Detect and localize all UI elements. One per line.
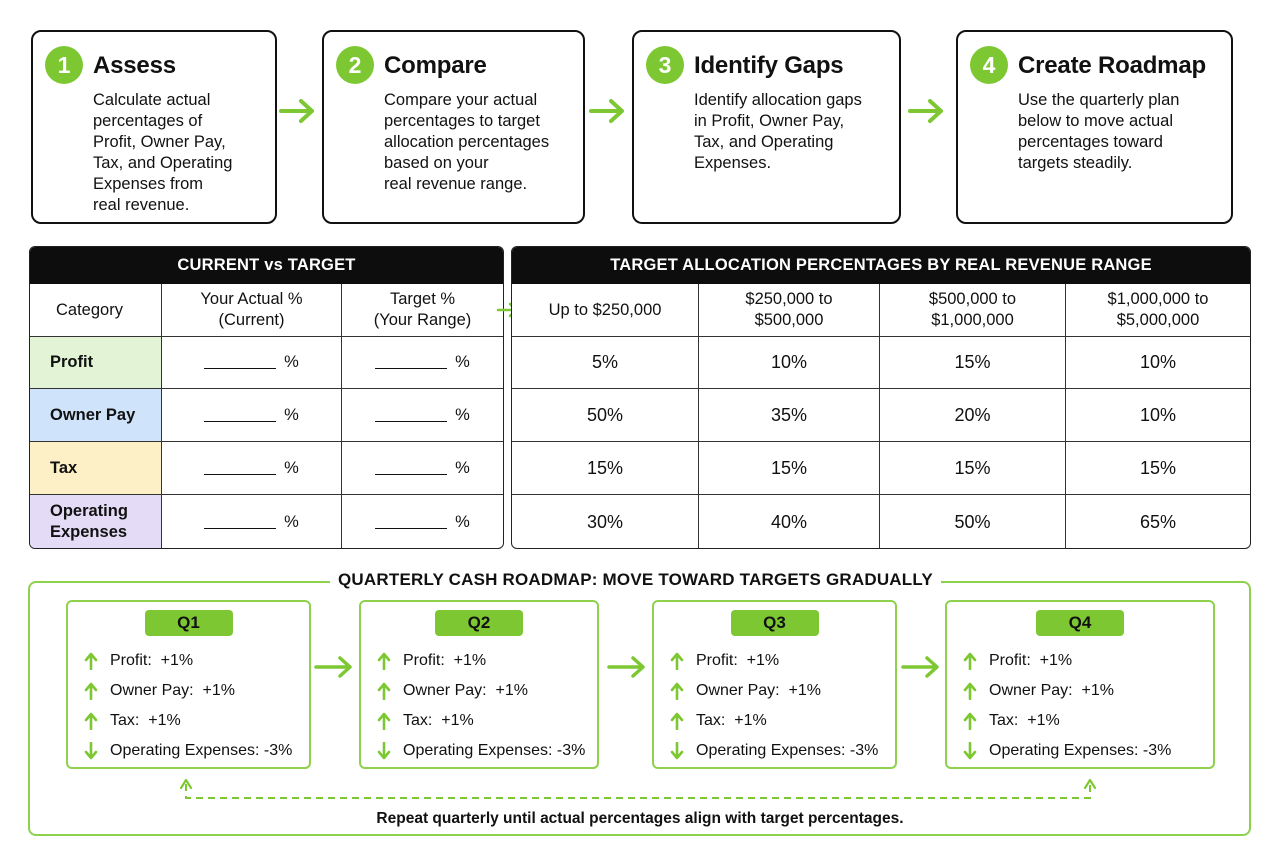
roadmap-item xyxy=(377,646,585,676)
step-description: Calculate actual percentages of Profit, Owner Pay, Tax, and Operating Expenses from real revenue. xyxy=(93,91,233,214)
roadmap-item-text: Tax: +1% xyxy=(989,712,1060,729)
target-value-cell: 15% xyxy=(699,442,880,495)
quarter-badge: Q3 xyxy=(731,610,819,636)
roadmap-item-text: Tax: +1% xyxy=(110,712,181,729)
target-allocation-table xyxy=(511,246,1251,549)
step-number-badge: 4 xyxy=(970,46,1008,84)
column-header-range: Up to $250,000 xyxy=(512,284,699,337)
target-value-cell: 50% xyxy=(512,389,699,442)
roadmap-item-text: Owner Pay: +1% xyxy=(403,682,528,699)
roadmap-item-text: Owner Pay: +1% xyxy=(989,682,1114,699)
target-value-cell: 20% xyxy=(880,389,1066,442)
arrow-up-icon xyxy=(963,652,989,670)
quarter-card-q3 xyxy=(652,600,897,769)
arrow-up-icon xyxy=(377,682,403,700)
target-value-cell: 15% xyxy=(880,337,1066,389)
target-value-cell: 15% xyxy=(512,442,699,495)
arrow-up-icon xyxy=(377,712,403,730)
row-label-owner-pay: Owner Pay xyxy=(30,389,162,442)
arrow-right-icon xyxy=(278,96,318,126)
table-title: TARGET ALLOCATION PERCENTAGES BY REAL REVENUE RANGE xyxy=(512,247,1250,284)
target-value-cell: 15% xyxy=(1066,442,1250,495)
step-title: Create Roadmap xyxy=(1018,52,1206,79)
target-value-cell: 35% xyxy=(699,389,880,442)
actual-percent-blank[interactable]: % xyxy=(162,495,342,549)
roadmap-item-text: Profit: +1% xyxy=(989,652,1073,669)
roadmap-item xyxy=(670,646,878,676)
arrow-up-icon xyxy=(963,712,989,730)
quarter-badge: Q4 xyxy=(1036,610,1124,636)
arrow-down-icon xyxy=(84,742,110,760)
quarter-badge: Q2 xyxy=(435,610,523,636)
roadmap-item xyxy=(670,736,878,766)
arrow-right-icon xyxy=(588,96,628,126)
roadmap-item-text: Operating Expenses: -3% xyxy=(989,742,1172,759)
target-value-cell: 65% xyxy=(1139,511,1177,532)
row-label-operating-expenses: Operating Expenses xyxy=(30,495,162,549)
roadmap-title: QUARTERLY CASH ROADMAP: MOVE TOWARD TARGETS GRADUALLY xyxy=(330,570,941,590)
actual-percent-blank[interactable]: % xyxy=(162,389,342,442)
roadmap-item-text: Tax: +1% xyxy=(403,712,474,729)
roadmap-item xyxy=(84,736,292,766)
roadmap-item-text: Owner Pay: +1% xyxy=(696,682,821,699)
quarter-badge: Q1 xyxy=(145,610,233,636)
column-header-range: $1,000,000 to $5,000,000 xyxy=(1066,284,1250,337)
arrow-right-icon xyxy=(606,654,648,680)
column-header-target: Target % (Your Range) xyxy=(342,284,503,337)
arrow-up-icon xyxy=(377,652,403,670)
repeat-loop-arrow xyxy=(180,778,1100,806)
roadmap-item-text: Profit: +1% xyxy=(696,652,780,669)
roadmap-item xyxy=(963,736,1171,766)
arrow-up-icon xyxy=(670,682,696,700)
arrow-right-icon xyxy=(313,654,355,680)
column-header-actual: Your Actual % (Current) xyxy=(162,284,342,337)
arrow-down-icon xyxy=(377,742,403,760)
roadmap-item xyxy=(84,646,292,676)
quarter-card-q4 xyxy=(945,600,1215,769)
roadmap-item xyxy=(963,646,1171,676)
roadmap-item-text: Operating Expenses: -3% xyxy=(403,742,586,759)
target-value-cell: 15% xyxy=(880,442,1066,495)
step-title: Identify Gaps xyxy=(694,52,844,79)
arrow-up-icon xyxy=(963,682,989,700)
roadmap-item xyxy=(84,676,292,706)
arrow-up-icon xyxy=(84,712,110,730)
roadmap-item-text: Operating Expenses: -3% xyxy=(696,742,879,759)
target-percent-blank[interactable]: % xyxy=(342,495,503,549)
step-title: Assess xyxy=(93,52,176,79)
row-label-profit: Profit xyxy=(30,337,162,389)
target-value-cell: 40% xyxy=(699,495,880,549)
step-description: Use the quarterly plan below to move actual percentages toward targets steadily. xyxy=(1018,91,1180,172)
roadmap-item xyxy=(670,706,878,736)
target-value-cell: 50% xyxy=(880,495,1066,549)
arrow-down-icon xyxy=(670,742,696,760)
target-percent-blank[interactable]: % xyxy=(342,337,503,389)
roadmap-item-text: Profit: +1% xyxy=(403,652,487,669)
column-header-category: Category xyxy=(30,284,162,337)
target-value-cell: 10% xyxy=(1066,389,1250,442)
step-description: Compare your actual percentages to target allocation percentages based on your real revenue range. xyxy=(384,91,550,193)
arrow-up-icon xyxy=(84,682,110,700)
roadmap-item-text: Profit: +1% xyxy=(110,652,194,669)
actual-percent-blank[interactable]: % xyxy=(162,442,342,495)
roadmap-item xyxy=(377,676,585,706)
arrow-up-icon xyxy=(84,652,110,670)
target-value-cell: 10% xyxy=(1066,337,1250,389)
step-card-assess xyxy=(31,30,277,224)
arrow-right-icon xyxy=(907,96,947,126)
column-header-range: $500,000 to $1,000,000 xyxy=(880,284,1066,337)
current-vs-target-table xyxy=(29,246,504,549)
roadmap-item xyxy=(377,736,585,766)
actual-percent-blank[interactable]: % xyxy=(162,337,342,389)
step-title: Compare xyxy=(384,52,487,79)
row-label-tax: Tax xyxy=(30,442,162,495)
roadmap-item-text: Operating Expenses: -3% xyxy=(110,742,293,759)
step-card-identify-gaps xyxy=(632,30,901,224)
arrow-up-icon xyxy=(670,652,696,670)
roadmap-note: Repeat quarterly until actual percentages align with target percentages. xyxy=(376,810,904,827)
roadmap-item-text: Tax: +1% xyxy=(696,712,767,729)
step-card-create-roadmap xyxy=(956,30,1233,224)
step-description: Identify allocation gaps in Profit, Owner Pay, Tax, and Operating Expenses. xyxy=(694,91,862,172)
column-header-range: $250,000 to $500,000 xyxy=(699,284,880,337)
table-title: CURRENT vs TARGET xyxy=(30,247,503,284)
arrow-down-icon xyxy=(963,742,989,760)
target-value-cell: 5% xyxy=(512,337,699,389)
step-number-badge: 2 xyxy=(336,46,374,84)
quarter-card-q2 xyxy=(359,600,599,769)
arrow-up-icon xyxy=(670,712,696,730)
quarter-card-q1 xyxy=(66,600,311,769)
target-percent-blank[interactable]: % xyxy=(342,442,503,495)
roadmap-item-text: Owner Pay: +1% xyxy=(110,682,235,699)
roadmap-item xyxy=(963,676,1171,706)
roadmap-item xyxy=(963,706,1171,736)
step-number-badge: 1 xyxy=(45,46,83,84)
roadmap-item xyxy=(84,706,292,736)
arrow-right-icon xyxy=(900,654,942,680)
target-value-cell: 30% xyxy=(512,495,699,549)
step-card-compare xyxy=(322,30,585,224)
target-value-cell: 10% xyxy=(699,337,880,389)
roadmap-item xyxy=(670,676,878,706)
target-percent-blank[interactable]: % xyxy=(342,389,503,442)
step-number-badge: 3 xyxy=(646,46,684,84)
roadmap-item xyxy=(377,706,585,736)
